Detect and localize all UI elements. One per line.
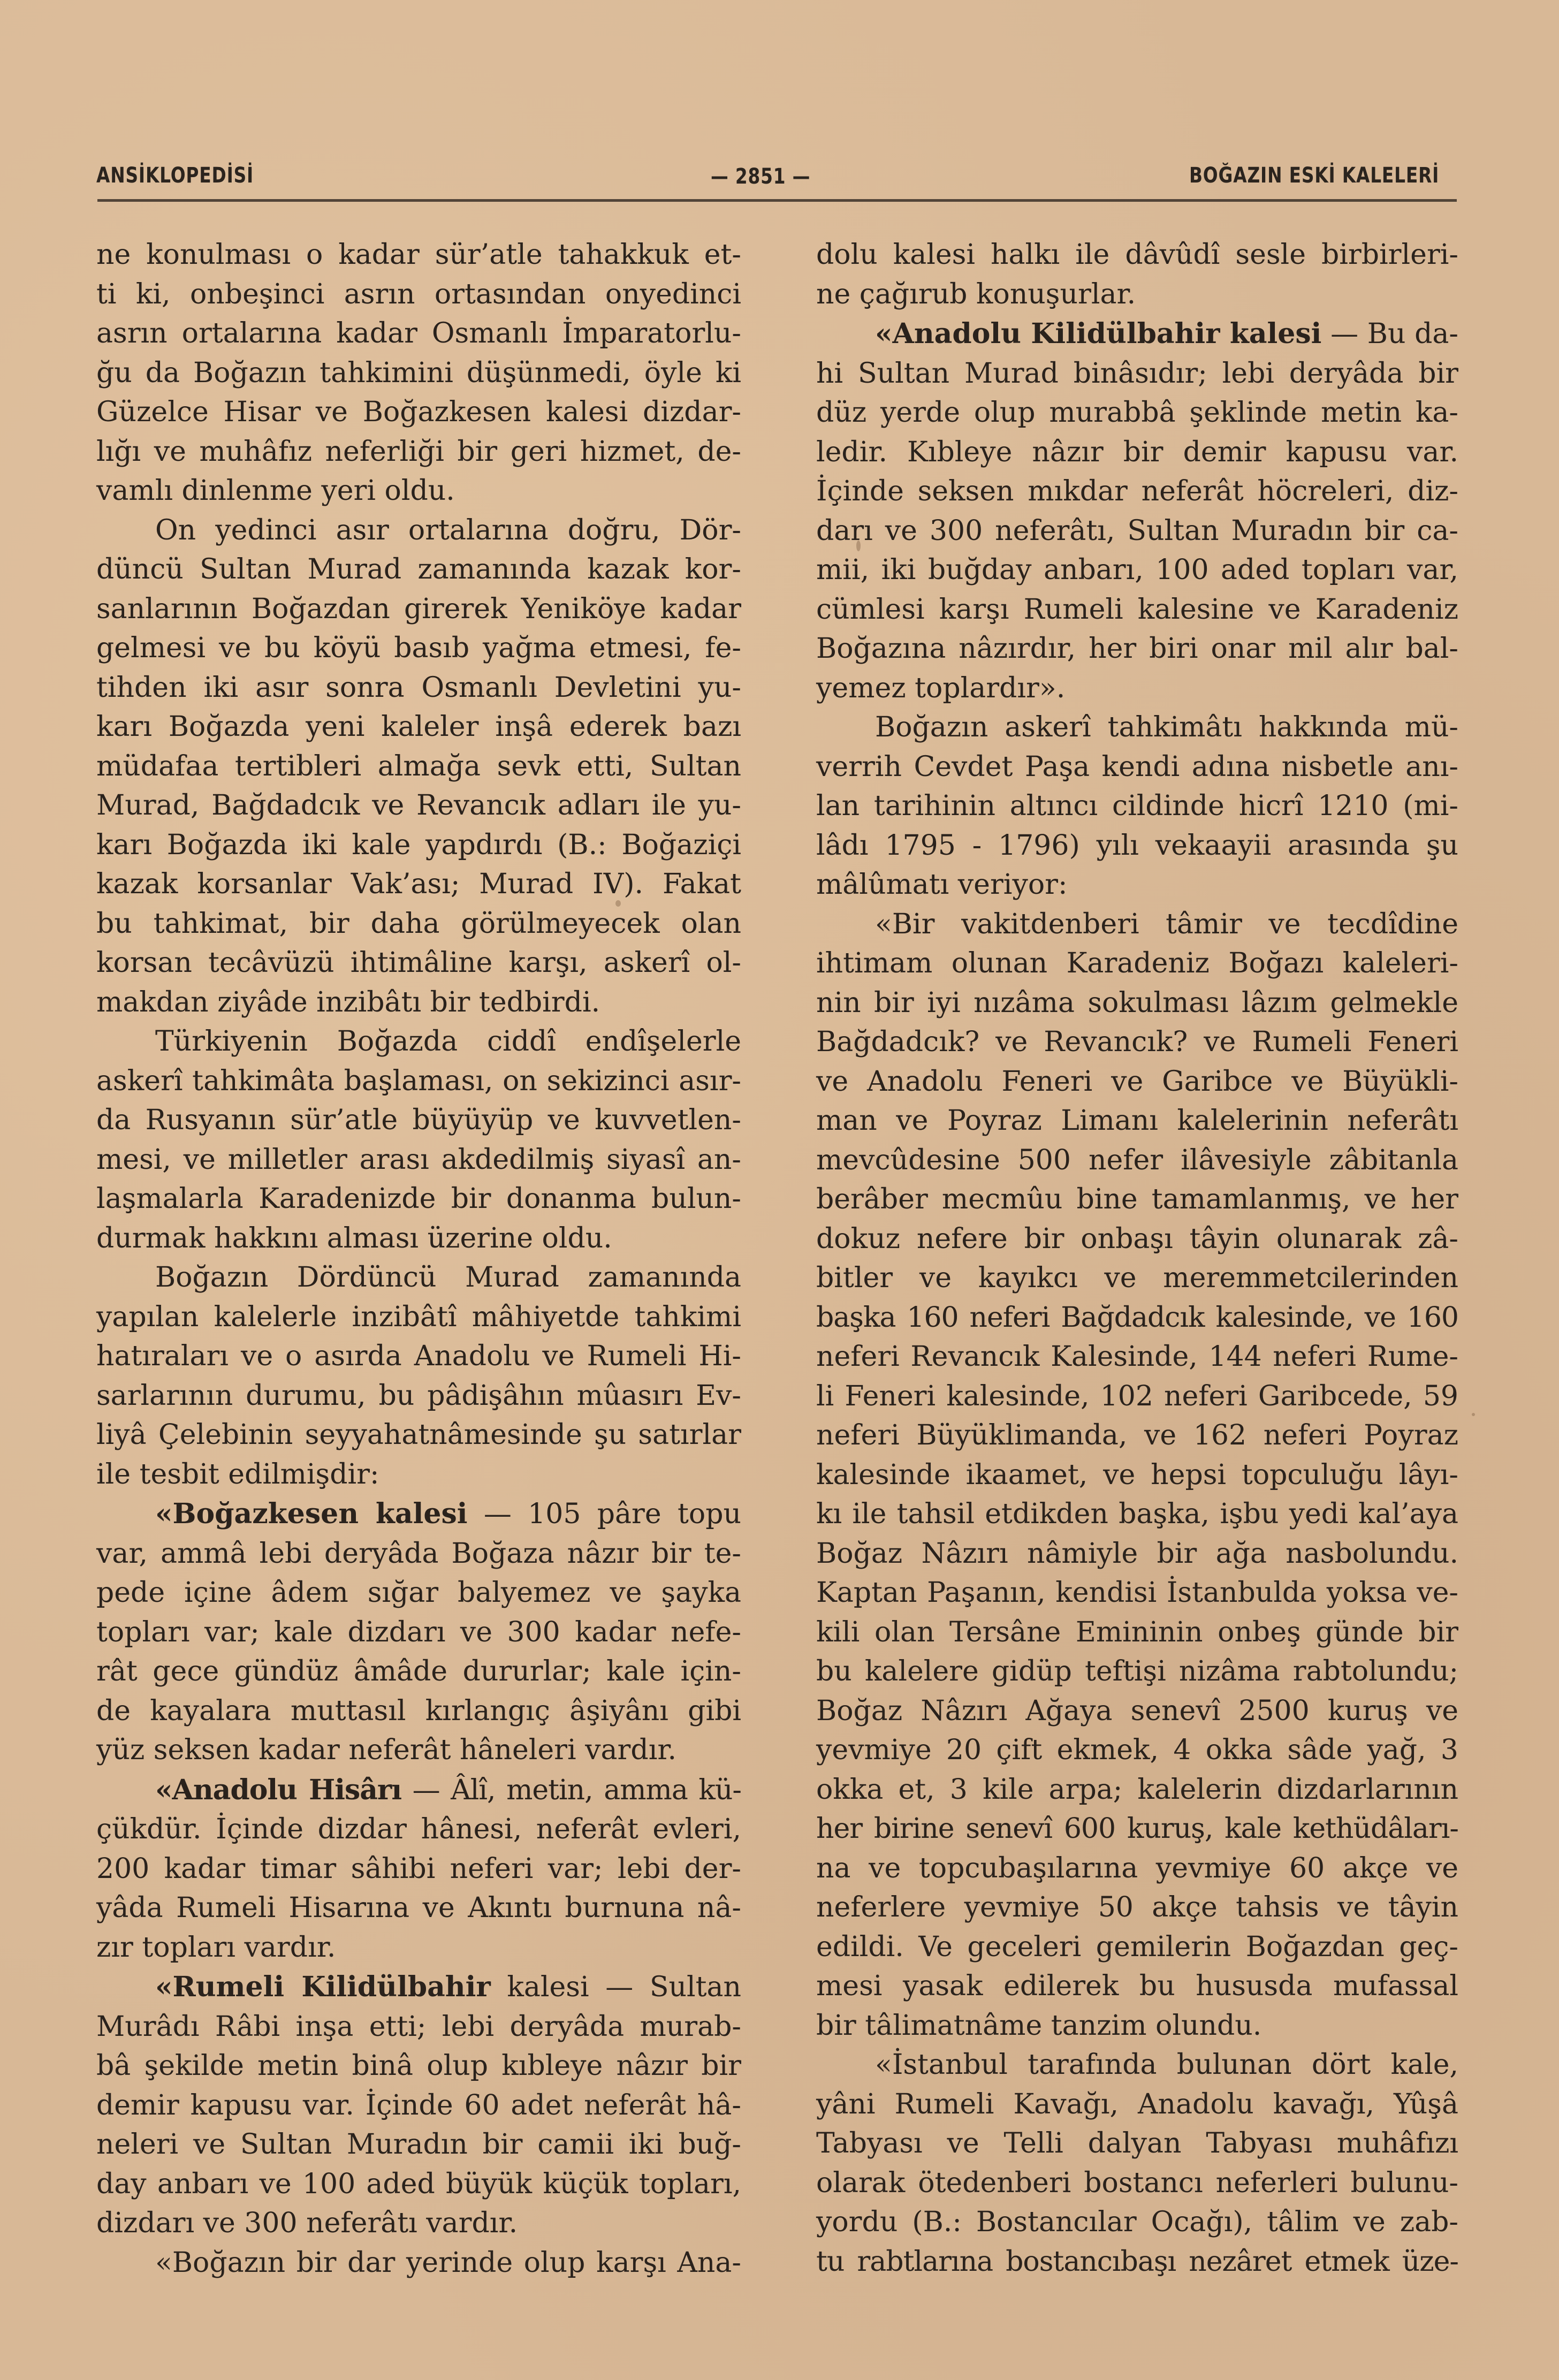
line-text: Boğazın Dördüncü Murad zamanında <box>155 1261 741 1294</box>
line-text: li Feneri kalesinde, 102 neferi Garibcede, 59 <box>816 1380 1458 1412</box>
line-text: karı Boğazda iki kale yapdırdı (B.: Boğaziçi <box>96 828 741 861</box>
line-text: yâni Rumeli Kavağı, Anadolu kavağı, Yûşâ <box>816 2088 1458 2120</box>
text-line <box>816 1967 1458 2006</box>
right-column <box>816 235 1458 2282</box>
text-line <box>816 1141 1458 1181</box>
line-text: man ve Poyraz Limanı kalelerinin neferâtı <box>816 1105 1458 1137</box>
text-line <box>816 2124 1458 2164</box>
line-text: Boğaz Nâzırı Ağaya senevî 2500 kuruş ve <box>816 1694 1458 1727</box>
text-line <box>816 1101 1458 1141</box>
fortress-name-heading: «Anadolu Hisârı <box>155 1773 402 1806</box>
line-text: hatıraları ve o asırda Anadolu ve Rumeli Hi- <box>96 1340 741 1372</box>
line-text: asrın ortalarına kadar Osmanlı İmparatorlu- <box>96 317 741 349</box>
line-text: olarak ötedenberi bostancı neferleri bulunu- <box>816 2166 1458 2199</box>
line-text: yüz seksen kadar neferât hâneleri vardır. <box>96 1734 677 1766</box>
line-text: lâdı 1795 - 1796) yılı vekaayii arasında şu <box>816 829 1458 862</box>
page-number: — 2851 — <box>711 164 811 189</box>
header-rule <box>97 199 1457 202</box>
text-line <box>96 1219 741 1259</box>
line-text: cümlesi karşı Rumeli kalesine ve Karadeniz <box>816 593 1458 626</box>
text-line <box>816 2203 1458 2242</box>
text-line <box>96 786 741 826</box>
text-line <box>96 590 741 629</box>
line-text: dizdarı ve 300 neferâtı vardır. <box>96 2207 518 2239</box>
line-text: neferi Revancık Kalesinde, 144 neferi Rume- <box>816 1341 1458 1373</box>
line-text: hi Sultan Murad binâsıdır; lebi deryâda bir <box>816 357 1458 390</box>
text-line <box>816 787 1458 826</box>
line-text: müdafaa tertibleri almağa sevk etti, Sultan <box>96 750 741 782</box>
text-line <box>96 1298 741 1337</box>
line-text: bu kalelere gidüp teftişi nizâma rabtolundu; <box>816 1655 1458 1687</box>
line-text: yapılan kalelerle inzibâtî mâhiyetde tahkimi <box>96 1301 741 1333</box>
text-line <box>96 511 741 551</box>
text-line <box>96 904 741 944</box>
line-text: day anbarı ve 100 aded büyük küçük topları, <box>96 2168 741 2200</box>
line-text: çükdür. İçinde dizdar hânesi, neferât evleri, <box>96 1813 741 1845</box>
text-line <box>96 1850 741 1889</box>
text-line <box>816 1220 1458 1259</box>
header-publication-title: ANSİKLOPEDİSİ <box>96 163 254 188</box>
text-line <box>96 1731 741 1770</box>
line-text: ve Anadolu Feneri ve Garibce ve Büyükli- <box>816 1065 1458 1098</box>
text-line <box>816 1692 1458 1731</box>
line-text: yevmiye 20 çift ekmek, 4 okka sâde yağ, 3 <box>816 1734 1458 1766</box>
line-text: topları var; kale dizdarı ve 300 kadar nefe- <box>96 1616 741 1648</box>
line-text: mevcûdesine 500 nefer ilâvesiyle zâbitanla <box>816 1144 1458 1176</box>
line-text: bâ şekilde metin binâ olup kıbleye nâzır bir <box>96 2050 741 2082</box>
text-line <box>96 2125 741 2165</box>
running-header <box>96 158 1440 201</box>
line-text: rât gece gündüz âmâde dururlar; kale için- <box>96 1655 741 1687</box>
line-text: askerî tahkimâta başlaması, on sekizinci asır- <box>96 1064 741 1097</box>
line-text: Kaptan Paşanın, kendisi İstanbulda yoksa ve- <box>816 1577 1458 1609</box>
line-text: ile tesbit edilmişdir: <box>96 1458 379 1491</box>
line-text: tu rabtlarına bostancıbaşı nezâret etmek üze- <box>816 2245 1458 2278</box>
line-text: «Bir vakitdenberi tâmir ve tecdîdine <box>875 908 1458 940</box>
line-text: makdan ziyâde inzibâtı bir tedbirdi. <box>96 986 600 1018</box>
line-text: mesi yasak edilerek bu hususda mufassal <box>816 1970 1458 2002</box>
text-line <box>96 314 741 354</box>
line-text: Türkiyenin Boğazda ciddî endîşelerle <box>155 1025 741 1058</box>
line-text: tihden iki asır sonra Osmanlı Devletini yu- <box>96 671 741 704</box>
text-line <box>96 1967 741 2008</box>
text-line <box>816 748 1458 787</box>
line-text: pede içine âdem sığar balyemez ve şayka <box>96 1577 741 1609</box>
text-line <box>96 432 741 472</box>
line-text: durmak hakkını alması üzerine oldu. <box>96 1222 612 1254</box>
text-line <box>816 2085 1458 2125</box>
text-line <box>816 275 1458 315</box>
line-text: lığı ve muhâfız neferliği bir geri hizmet, de- <box>96 435 741 468</box>
line-text: ihtimam olunan Karadeniz Boğazı kaleleri- <box>816 947 1458 979</box>
text-line <box>96 550 741 590</box>
line-text: «İstanbul tarafında bulunan dört kale, <box>875 2049 1458 2081</box>
line-text: dokuz nefere bir onbaşı tâyin olunarak zâ- <box>816 1222 1458 1255</box>
line-text: gelmesi ve bu köyü basıb yağma etmesi, fe- <box>96 632 741 664</box>
line-text: yordu (B.: Bostancılar Ocağı), tâlim ve zab- <box>816 2206 1458 2238</box>
text-line <box>96 983 741 1023</box>
line-text: — Bu da- <box>1321 318 1458 350</box>
line-text: sanlarının Boğazdan girerek Yeniköye kadar <box>96 592 741 625</box>
line-text: ledir. Kıbleye nâzır bir demir kapusu var. <box>816 436 1458 468</box>
line-text: mesi, ve milletler arası akdedilmiş siyasî an- <box>96 1143 741 1176</box>
text-line <box>96 1494 741 1534</box>
text-line <box>816 2164 1458 2203</box>
line-text: Murad, Bağdadcık ve Revancık adları ile yu- <box>96 789 741 822</box>
text-line <box>816 944 1458 984</box>
line-text: 200 kadar timar sâhibi neferi var; lebi der- <box>96 1852 741 1885</box>
line-text: Boğaz Nâzırı nâmiyle bir ağa nasbolundu. <box>816 1537 1458 1570</box>
header-article-title: BOĞAZIN ESKİ KALELERİ <box>1189 163 1440 188</box>
line-text: verrih Cevdet Paşa kendi adına nisbetle anı- <box>816 750 1458 783</box>
text-line <box>816 865 1458 905</box>
line-text: bitler ve kayıkcı ve meremmetcilerinden <box>816 1262 1458 1294</box>
text-line <box>816 1180 1458 1220</box>
fortress-name-heading: «Boğazkesen kalesi <box>155 1497 468 1530</box>
fortress-name-heading: «Rumeli Kilidülbahir <box>155 1971 491 2003</box>
line-text: ti ki, onbeşinci asrın ortasından onyedinci <box>96 278 741 310</box>
text-line <box>96 1928 741 1968</box>
text-line <box>96 1889 741 1928</box>
line-text: okka et, 3 kile arpa; kalelerin dizdarlarının <box>816 1773 1458 1806</box>
text-line <box>816 984 1458 1023</box>
line-text: On yedinci asır ortalarına doğru, Dör- <box>155 514 741 546</box>
line-text: mii, iki buğday anbarı, 100 aded topları var, <box>816 554 1458 586</box>
line-text: «Boğazın bir dar yerinde olup karşı Ana- <box>155 2246 741 2279</box>
line-text: na ve topcubaşılarına yevmiye 60 akçe ve <box>816 1852 1458 1884</box>
line-text: bu tahkimat, bir daha görülmeyecek olan <box>96 907 741 940</box>
text-line <box>96 2008 741 2047</box>
text-line <box>96 944 741 983</box>
text-line <box>816 590 1458 630</box>
text-line <box>816 1849 1458 1889</box>
text-line <box>816 2046 1458 2085</box>
line-text: ne çağırub konuşurlar. <box>816 278 1136 310</box>
text-line <box>96 1810 741 1850</box>
paper-speck <box>615 900 621 907</box>
line-text: her birine senevî 600 kuruş, kale kethüdâları- <box>816 1813 1458 1845</box>
text-line <box>816 1573 1458 1613</box>
text-line <box>96 1770 741 1811</box>
text-line <box>816 629 1458 669</box>
text-line <box>816 1888 1458 1928</box>
text-line <box>96 2047 741 2086</box>
text-line <box>816 1298 1458 1338</box>
text-line <box>96 1652 741 1692</box>
text-line <box>816 1259 1458 1298</box>
line-text: edildi. Ve geceleri gemilerin Boğazdan geç- <box>816 1930 1458 1963</box>
text-line <box>96 1022 741 1062</box>
text-line <box>816 2006 1458 2046</box>
text-line <box>96 1613 741 1653</box>
text-line <box>96 1062 741 1101</box>
text-line <box>816 393 1458 433</box>
left-column <box>96 235 741 2283</box>
text-line <box>96 1337 741 1377</box>
line-text: darı ve 300 neferâtı, Sultan Muradın bir ca- <box>816 514 1458 547</box>
line-text: bir tâlimatnâme tanzim olundu. <box>816 2009 1262 2042</box>
paper-speck <box>856 541 861 551</box>
text-line <box>96 1534 741 1574</box>
text-line <box>96 1101 741 1140</box>
text-line <box>816 1023 1458 1062</box>
text-line <box>816 1652 1458 1692</box>
line-text: liyâ Çelebinin seyyahatnâmesinde şu satırlar <box>96 1419 741 1451</box>
text-line <box>816 669 1458 709</box>
line-text: lan tarihinin altıncı cildinde hicrî 1210 (mi- <box>816 790 1458 822</box>
text-line <box>96 1140 741 1180</box>
line-text: laşmalarla Karadenizde bir donanma bulun- <box>96 1183 741 1215</box>
line-text: — 105 pâre topu <box>467 1498 741 1530</box>
line-text: neferlere yevmiye 50 akçe tahsis ve tâyin <box>816 1891 1458 1923</box>
line-text: yâda Rumeli Hisarına ve Akıntı burnuna nâ- <box>96 1892 741 1924</box>
line-text: var, ammâ lebi deryâda Boğaza nâzır bir te- <box>96 1537 741 1570</box>
line-text: neleri ve Sultan Muradın bir camii iki buğ- <box>96 2128 741 2161</box>
text-line <box>816 1731 1458 1770</box>
text-line <box>816 1770 1458 1810</box>
line-text: berâber mecmûu bine tamamlanmış, ve her <box>816 1183 1458 1215</box>
text-line <box>96 2204 741 2244</box>
text-line <box>96 275 741 315</box>
line-text: neferi Büyüklimanda, ve 162 neferi Poyraz <box>816 1419 1458 1451</box>
text-line <box>816 512 1458 551</box>
text-line <box>96 393 741 432</box>
text-line <box>816 1495 1458 1534</box>
text-line <box>816 354 1458 394</box>
text-line <box>96 472 741 511</box>
text-line <box>96 235 741 275</box>
text-line <box>816 826 1458 866</box>
text-line <box>96 708 741 747</box>
text-line <box>96 1180 741 1219</box>
line-text: kazak korsanlar Vak’ası; Murad IV). Fakat <box>96 868 741 900</box>
text-line <box>816 1337 1458 1377</box>
fortress-name-heading: «Anadolu Kilidülbahir kalesi <box>875 317 1322 350</box>
line-text: dolu kalesi halkı ile dâvûdî sesle birbirleri- <box>816 239 1458 271</box>
line-text: düz yerde olup murabbâ şeklinde metin ka- <box>816 397 1458 429</box>
text-line <box>816 314 1458 354</box>
line-text: zır topları vardır. <box>96 1931 336 1964</box>
line-text: yemez toplardır». <box>816 672 1066 704</box>
line-text: nin bir iyi nızâma sokulması lâzım gelmekle <box>816 986 1458 1019</box>
line-text: kili olan Tersâne Emininin onbeş günde bir <box>816 1616 1458 1648</box>
text-line <box>816 551 1458 590</box>
text-line <box>816 433 1458 473</box>
line-text: Bağdadcık? ve Revancık? ve Rumeli Feneri <box>816 1026 1458 1058</box>
line-text: mâlûmatı veriyor: <box>816 869 1068 901</box>
text-line <box>96 1258 741 1298</box>
line-text: Murâdı Râbi inşa etti; lebi deryâda murab- <box>96 2010 741 2043</box>
text-line <box>96 865 741 904</box>
line-text: kalesinde ikaamet, ve hepsi topculuğu lâyı- <box>816 1458 1458 1491</box>
line-text: Boğazına nâzırdır, her biri onar mil alır bal- <box>816 633 1458 665</box>
text-line <box>816 1456 1458 1495</box>
line-text: ğu da Boğazın tahkimini düşünmedi, öyle ki <box>96 356 741 389</box>
line-text: kı ile tahsil etdikden başka, işbu yedi kal’aya <box>816 1498 1458 1530</box>
line-text: Tabyası ve Telli dalyan Tabyası muhâfızı <box>816 2127 1458 2160</box>
text-line <box>816 1534 1458 1574</box>
line-text: korsan tecâvüzü ihtimâline karşı, askerî ol- <box>96 947 741 979</box>
text-line <box>96 354 741 393</box>
line-text: karı Boğazda yeni kaleler inşâ ederek bazı <box>96 711 741 743</box>
line-text: da Rusyanın sür’atle büyüyüp ve kuvvetlen- <box>96 1104 741 1136</box>
line-text: İçinde seksen mıkdar neferât höcreleri, diz- <box>816 475 1458 507</box>
line-text: düncü Sultan Murad zamanında kazak kor- <box>96 553 741 586</box>
text-line <box>816 472 1458 512</box>
line-text: vamlı dinlenme yeri oldu. <box>96 475 455 507</box>
text-line <box>816 905 1458 945</box>
line-text: demir kapusu var. İçinde 60 adet neferât hâ- <box>96 2089 741 2122</box>
text-line <box>96 747 741 787</box>
text-line <box>816 1809 1458 1849</box>
line-text: kalesi — Sultan <box>490 1971 742 2003</box>
paper-speck <box>1472 1413 1475 1416</box>
text-line <box>96 1377 741 1416</box>
line-text: başka 160 neferi Bağdadcık kalesinde, ve 160 <box>816 1301 1458 1334</box>
text-line <box>816 2242 1458 2282</box>
line-text: ne konulması o kadar sür’atle tahakkuk et- <box>96 239 741 271</box>
text-line <box>96 1416 741 1455</box>
line-text: Güzelce Hisar ve Boğazkesen kalesi dizdar- <box>96 396 741 428</box>
text-line <box>96 629 741 668</box>
text-line <box>96 668 741 708</box>
text-line <box>816 1062 1458 1102</box>
line-text: Boğazın askerî tahkimâtı hakkında mü- <box>875 711 1458 743</box>
text-line <box>96 2244 741 2283</box>
text-line <box>816 1613 1458 1653</box>
text-line <box>96 1455 741 1495</box>
text-line <box>96 1692 741 1731</box>
text-line <box>96 1573 741 1613</box>
text-line <box>816 1377 1458 1417</box>
text-line <box>96 826 741 865</box>
text-line <box>816 235 1458 275</box>
line-text: — Âlî, metin, amma kü- <box>401 1774 741 1806</box>
line-text: sarlarının durumu, bu pâdişâhın mûasırı Ev- <box>96 1379 741 1412</box>
text-line <box>816 1928 1458 1967</box>
text-line <box>96 2165 741 2204</box>
text-line <box>96 2086 741 2126</box>
line-text: de kayalara muttasıl kırlangıç âşiyânı gibi <box>96 1694 741 1727</box>
text-line <box>816 708 1458 748</box>
text-line <box>816 1416 1458 1456</box>
